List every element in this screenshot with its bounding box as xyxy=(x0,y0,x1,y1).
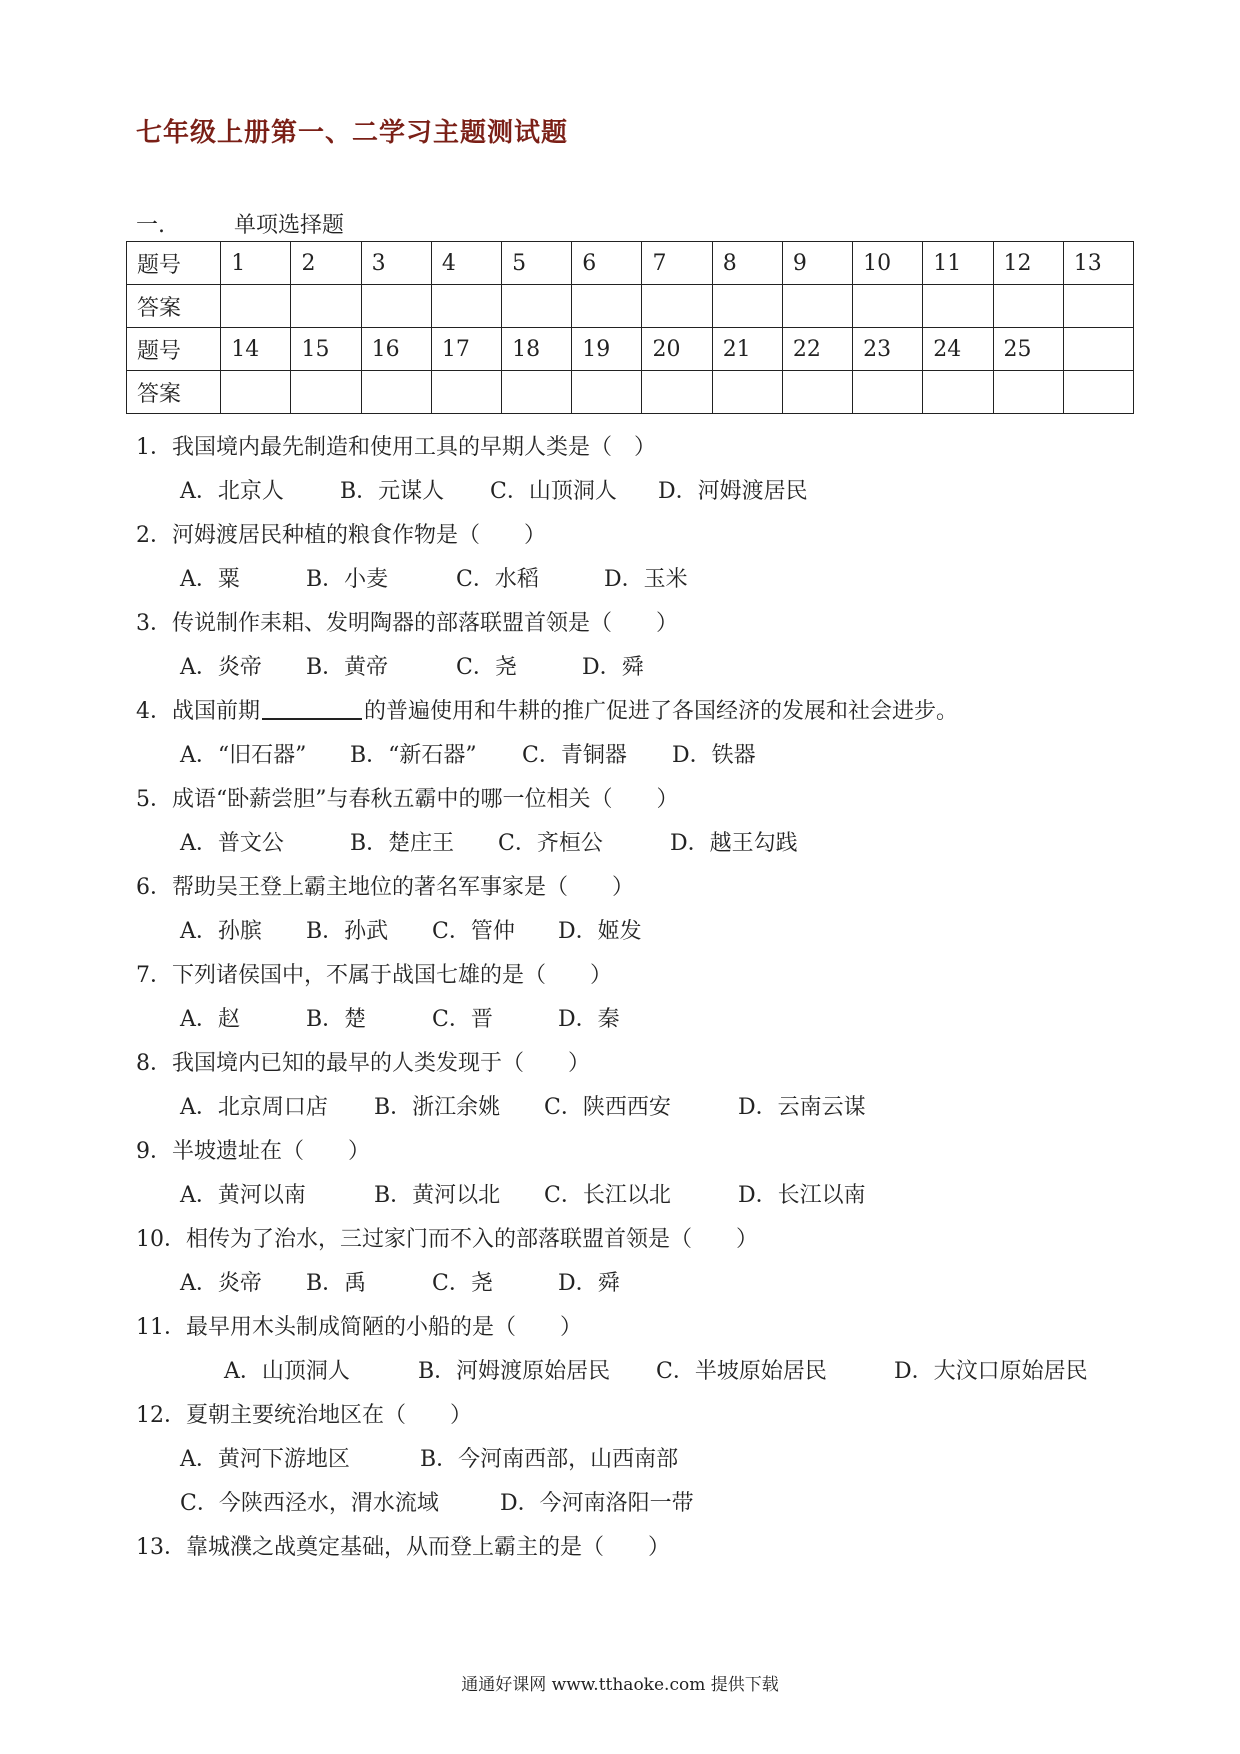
question-stem: 10．相传为了治水，三过家门而不入的部落联盟首领是（ ） xyxy=(136,1227,758,1252)
answer-cell[interactable] xyxy=(502,371,572,414)
answer-option[interactable]: C．青铜器 xyxy=(522,743,627,768)
answer-cell[interactable] xyxy=(642,371,712,414)
answer-option[interactable]: C．半坡原始居民 xyxy=(656,1359,827,1384)
option-row xyxy=(136,1438,1126,1482)
answer-option[interactable]: A．粟 xyxy=(180,567,240,592)
section-number: 一. xyxy=(136,213,165,238)
answer-table xyxy=(126,241,1134,414)
question-number-cell: 6 xyxy=(572,242,642,285)
question-number-cell: 17 xyxy=(431,328,501,371)
question-list xyxy=(136,426,1126,1570)
answer-option[interactable]: D．越王勾践 xyxy=(670,831,798,856)
option-row xyxy=(136,1262,1126,1306)
question-text: 4．战国前期 xyxy=(136,699,260,724)
answer-cell[interactable] xyxy=(1063,371,1133,414)
answer-option[interactable]: A．北京人 xyxy=(180,479,284,504)
section-label: 单项选择题 xyxy=(234,213,345,238)
question-number-cell: 23 xyxy=(853,328,923,371)
question-number-cell: 10 xyxy=(853,242,923,285)
answer-option[interactable]: A．普文公 xyxy=(180,831,284,856)
answer-option[interactable]: B．“新石器” xyxy=(350,743,477,768)
answer-cell[interactable] xyxy=(993,371,1063,414)
option-row xyxy=(136,1174,1126,1218)
answer-option[interactable]: B．黄帝 xyxy=(306,655,389,680)
answer-option[interactable]: A．孙膑 xyxy=(180,919,262,944)
option-row xyxy=(136,1482,1126,1526)
question-number-cell: 13 xyxy=(1063,242,1133,285)
answer-option[interactable]: D．玉米 xyxy=(604,567,688,592)
answer-cell[interactable] xyxy=(1063,285,1133,328)
row-label: 题号 xyxy=(127,328,221,371)
question-number-cell: 18 xyxy=(502,328,572,371)
question-number-cell: 11 xyxy=(923,242,993,285)
answer-option[interactable]: C．晋 xyxy=(432,1007,493,1032)
fill-blank[interactable] xyxy=(262,692,362,720)
option-row xyxy=(136,646,1126,690)
answer-option[interactable]: A．黄河以南 xyxy=(180,1183,306,1208)
question-number-cell: 24 xyxy=(923,328,993,371)
row-label: 答案 xyxy=(127,371,221,414)
question-number-cell: 5 xyxy=(502,242,572,285)
answer-option[interactable]: D．长江以南 xyxy=(738,1183,866,1208)
answer-option[interactable]: A．炎帝 xyxy=(180,1271,262,1296)
answer-option[interactable]: C．管仲 xyxy=(432,919,515,944)
answer-option[interactable]: B．元谋人 xyxy=(340,479,445,504)
answer-option[interactable]: B．孙武 xyxy=(306,919,389,944)
answer-option[interactable]: C．尧 xyxy=(432,1271,493,1296)
question-number-row xyxy=(127,328,1134,371)
answer-cell[interactable] xyxy=(642,285,712,328)
option-row xyxy=(136,734,1126,778)
answer-option[interactable]: B．浙江余姚 xyxy=(374,1095,501,1120)
answer-cell[interactable] xyxy=(923,371,993,414)
answer-option[interactable]: C．水稻 xyxy=(456,567,539,592)
answer-cell[interactable] xyxy=(993,285,1063,328)
question-stem: 1．我国境内最先制造和使用工具的早期人类是（ ） xyxy=(136,435,656,460)
option-row xyxy=(136,558,1126,602)
option-row xyxy=(136,998,1126,1042)
question-number-row xyxy=(127,242,1134,285)
question-stem: 2．河姆渡居民种植的粮食作物是（ ） xyxy=(136,523,546,548)
answer-option[interactable]: D．今河南洛阳一带 xyxy=(500,1491,694,1516)
answer-cell[interactable] xyxy=(923,285,993,328)
question-stem: 3．传说制作耒耜、发明陶器的部落联盟首领是（ ） xyxy=(136,611,678,636)
question-number-cell: 1 xyxy=(221,242,291,285)
answer-cell[interactable] xyxy=(712,371,782,414)
question-number-cell: 22 xyxy=(782,328,852,371)
question-number-cell: 14 xyxy=(221,328,291,371)
row-label: 题号 xyxy=(127,242,221,285)
answer-option[interactable]: B．河姆渡原始居民 xyxy=(418,1359,611,1384)
answer-option[interactable]: B．今河南西部，山西南部 xyxy=(420,1447,679,1472)
option-row xyxy=(136,822,1126,866)
answer-option[interactable]: D．姬发 xyxy=(558,919,642,944)
option-row xyxy=(136,1350,1126,1394)
question-number-cell: 12 xyxy=(993,242,1063,285)
answer-option[interactable]: C．尧 xyxy=(456,655,517,680)
answer-cell[interactable] xyxy=(712,285,782,328)
answer-cell[interactable] xyxy=(572,285,642,328)
question-number-cell: 21 xyxy=(712,328,782,371)
question-number-cell: 8 xyxy=(712,242,782,285)
question-number-cell: 20 xyxy=(642,328,712,371)
page-title: 七年级上册第一、二学习主题测试题 xyxy=(136,118,569,148)
answer-cell[interactable] xyxy=(782,285,852,328)
question-stem xyxy=(136,690,1126,734)
answer-option[interactable]: D．秦 xyxy=(558,1007,620,1032)
question-stem: 5．成语“卧薪尝胆”与春秋五霸中的哪一位相关（ ） xyxy=(136,787,679,812)
answer-cell[interactable] xyxy=(221,285,291,328)
question-number-cell: 25 xyxy=(993,328,1063,371)
answer-option[interactable]: A．黄河下游地区 xyxy=(180,1447,350,1472)
question-number-cell: 16 xyxy=(361,328,431,371)
question-number-cell: 15 xyxy=(291,328,361,371)
answer-row xyxy=(127,285,1134,328)
answer-row xyxy=(127,371,1134,414)
answer-option[interactable]: D．舜 xyxy=(582,655,644,680)
answer-cell[interactable] xyxy=(431,285,501,328)
answer-cell[interactable] xyxy=(361,371,431,414)
answer-option[interactable]: B．楚庄王 xyxy=(350,831,455,856)
answer-option[interactable]: B．楚 xyxy=(306,1007,367,1032)
question-stem: 8．我国境内已知的最早的人类发现于（ ） xyxy=(136,1051,590,1076)
question-stem: 9．半坡遗址在（ ） xyxy=(136,1139,370,1164)
answer-option[interactable]: B．小麦 xyxy=(306,567,389,592)
answer-option[interactable]: B．黄河以北 xyxy=(374,1183,501,1208)
answer-option[interactable]: C．今陕西泾水，渭水流域 xyxy=(180,1491,439,1516)
answer-option[interactable]: A．山顶洞人 xyxy=(224,1359,350,1384)
section-heading xyxy=(136,208,344,239)
question-number-cell: 7 xyxy=(642,242,712,285)
answer-option[interactable]: D．大汶口原始居民 xyxy=(894,1359,1088,1384)
question-number-cell: 4 xyxy=(431,242,501,285)
answer-cell[interactable] xyxy=(431,371,501,414)
question-number-cell xyxy=(1063,328,1133,371)
question-stem: 12．夏朝主要统治地区在（ ） xyxy=(136,1403,472,1428)
answer-cell[interactable] xyxy=(502,285,572,328)
answer-cell[interactable] xyxy=(853,371,923,414)
answer-option[interactable]: C．陕西西安 xyxy=(544,1095,671,1120)
option-row xyxy=(136,470,1126,514)
answer-option[interactable]: C．长江以北 xyxy=(544,1183,671,1208)
answer-option[interactable]: D．云南云谋 xyxy=(738,1095,866,1120)
answer-option[interactable]: A．“旧石器” xyxy=(180,743,307,768)
answer-option[interactable]: A．北京周口店 xyxy=(180,1095,328,1120)
answer-cell[interactable] xyxy=(291,371,361,414)
question-text: 的普遍使用和牛耕的推广促进了各国经济的发展和社会进步。 xyxy=(364,699,959,724)
answer-cell[interactable] xyxy=(291,285,361,328)
question-stem: 6．帮助吴王登上霸主地位的著名军事家是（ ） xyxy=(136,875,634,900)
question-stem: 11．最早用木头制成简陋的小船的是（ ） xyxy=(136,1315,582,1340)
answer-option[interactable]: C．山顶洞人 xyxy=(490,479,617,504)
answer-cell[interactable] xyxy=(782,371,852,414)
answer-option[interactable]: A．赵 xyxy=(180,1007,240,1032)
option-row xyxy=(136,910,1126,954)
question-number-cell: 9 xyxy=(782,242,852,285)
question-number-cell: 3 xyxy=(361,242,431,285)
answer-cell[interactable] xyxy=(361,285,431,328)
page-footer: 通通好课网 www.tthaoke.com 提供下载 xyxy=(461,1675,779,1695)
answer-option[interactable]: D．舜 xyxy=(558,1271,620,1296)
option-row xyxy=(136,1086,1126,1130)
question-stem: 13．靠城濮之战奠定基础，从而登上霸主的是（ ） xyxy=(136,1535,670,1560)
question-number-cell: 19 xyxy=(572,328,642,371)
answer-cell[interactable] xyxy=(221,371,291,414)
answer-option[interactable]: C．齐桓公 xyxy=(498,831,603,856)
answer-option[interactable]: D．河姆渡居民 xyxy=(658,479,808,504)
question-number-cell: 2 xyxy=(291,242,361,285)
answer-option[interactable]: B．禹 xyxy=(306,1271,367,1296)
row-label: 答案 xyxy=(127,285,221,328)
answer-option[interactable]: D．铁器 xyxy=(672,743,756,768)
answer-option[interactable]: A．炎帝 xyxy=(180,655,262,680)
question-stem: 7．下列诸侯国中，不属于战国七雄的是（ ） xyxy=(136,963,612,988)
answer-cell[interactable] xyxy=(853,285,923,328)
answer-cell[interactable] xyxy=(572,371,642,414)
